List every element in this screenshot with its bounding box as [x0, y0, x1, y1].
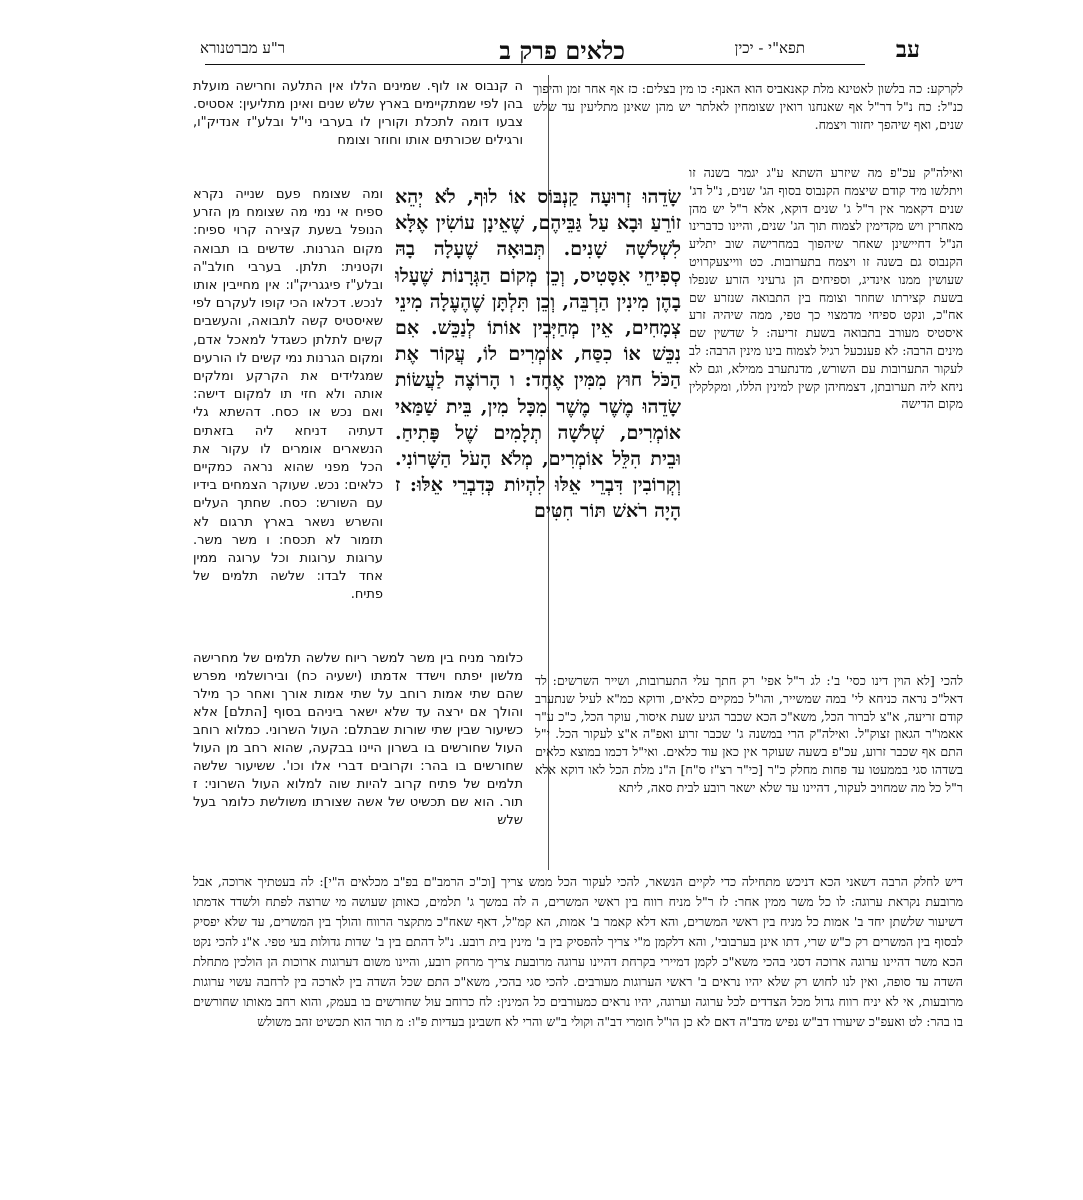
tif-top-text: לקרקע: כה בלשון לאטינא מלת קאנאביס הוא האנף: כו מין בצלים: כז אף אחר זמן והיפוך כנ"ל: כח נ"ל דר"ל אף שאנחנו רואין שצומחין לאלתר יש מהן שאינן מתליעין עד שלש שנים, ואף שיהפך יחזור ויצמח.	[533, 81, 963, 132]
header-rule	[205, 64, 865, 65]
tif-low-text: להכי [לא הוין דינו כסי' ב': לג ר"ל אפי' רק חתך עלי התערובות, ושייר השרשים: לד דאל"כ נראה כניחא לי' במה שמשייר, והו"ל כמקיים כלאים, ודוקא כמ"א לעיל שנתערב קודם זריעה, א"צ לברור הכל, משא"כ הכא שכבר הגיע שעת איסור, עוקר הכל, כ"כ ע"ר אאמו"ר הגאון זצוק"ל. ואילה"ק הרי במשנה ג' שכבר זרוע ואפ"ה א"צ לעקור הכל. י"ל התם אף שכבר זרוע, עכ"פ בשעה שעוקר אין כאן עוד כלאים. ואי"ל דכמו במוצא כלאים בשדהו סגי בממעטו עד פחות מחלק כ"ר [כי"ר רצ"ז ס"ח] ה"נ מלת הכל לאו דוקא אלא ר"ל כל מה שמחויב לעקור, דהיינו עד שלא ישאר רובע לבית סאה, ליתא	[535, 673, 963, 795]
rav-top-text: ה קנבוס או לוף. שמינים הללו אין התלעה וחרישה מועלת בהן לפי שמתקיימים בארץ שלש שנים ואינן מתליעין: אסטיס. צבעו דומה לתכלת וקורין לו בערבי ני"ל ובלע"ז אנדיק"ו, ורגילים שכורתים אותו וחוזר וצומח	[193, 79, 523, 148]
mishna-text	[395, 184, 681, 646]
bottom-text: דיש לחלק הרבה דשאני הכא דניכש מתחילה כדי לקיים הנשאר, להכי לעקור הכל ממש צריך [וכ"כ הרמב"ם בפ"ב מכלאים ה"י]: לה בעטתיך ארוכה, אבל מרובעת נקראת ערוגה: לו כל משר ממין אחר: לז ר"ל מניח רווח בין ראשי המשרים, ה לה במשך ג' תלמים, כאותן שעושה מי שרוצה לפתח ולשדד אדמתו דשיעור שלשתן יחד ב' אמות כל מניח בין ראשי המשרים, והא דלא קאמר ב' אמות, הא קמ"ל, דאף שאח"כ מתקצר הרווח והולך בין המשרים, עד שלא יפסיק לבסוף בין המשרים רק כ"ש שרי, דתו אינן בערבובי', והא דלקמן מ"י צריך להפסיק בין ב' מינין בית רובע. נ"ל דהתם בין ב' שדות גדולות בעי טפי. א"נ להכי נקט הכא משר דהיינו ערוגה ארוכה דסגי בהכי משא"כ לקמן דמיירי בקרחת דהיינו ערוגה מרובעת צריך מרחק רובע, והיינו משום דערוגות ארוכות הן הולכין מתחלת השדה עד סופה, ואין לנו לחוש רק שלא יהיו נראים ב' ראשי הערוגות מעורבים. להכי סגי בהכי, משא"כ התם שכל השדה בין לארכה בין לרחבה עשוי ערוגות מרובעות, אי לא יניח רווח גדול מכל הצדדים לכל ערוגה וערוגה, יהיו נראים כמעורבים כל המינין: לח כרוחב עול שחורשים בו בעמק, והוא רחב מאותו שחורשים בו בהר: לט ואעפ"כ שיעורו דב"ש נפיש מדב"ה דאם לא כן הו"ל חומרי דב"ה וקולי ב"ש והרי לא חשבינן בעדיות פ"ו: מ תור הוא תכשיט זהב משולש	[193, 874, 963, 1029]
bartenura-top	[193, 78, 523, 190]
rav-low-text: כלומר מניח בין משר למשר ריוח שלשה תלמים של מחרישה מלשון יפתח וישדד אדמתו (ישעיה כח) ובירושלמי מפרש שהם שתי אמות רוחב על שתי אמות אורך ואחר כך מילר והולך אם ירצה עד שלא ישאר ביניהם בסוף [התלם] אלא כשיעור שבין שתי שורות שבתלם: העול השרוני. כמלוא רוחב העול שחורשים בו בשרון היינו בבקעה, שהוא רחב מן העול שחורשים בו בהר: וקרובים דברי אלו וכו'. ששיעור שלשה תלמים של פתיח קרוב להיות שוה למלוא העול השרוני: ז תור. הוא שם תכשיט של אשה שצורתו משולשת כלומר בעל שלש	[193, 651, 523, 828]
bartenura-side	[193, 186, 383, 641]
chapter-title: כלאים פרק ב	[499, 36, 625, 65]
bottom-commentary	[193, 872, 963, 1102]
rav-side-text: ומה שצומח פעם שנייה נקרא ספיח אי נמי מה שצומח מן הזרע הנופל בשעת קצירה קרוי ספיח: מקום הגרנות. שדשים בו תבואה וקטנית: תלתן. בערבי חולב"ה ובלע"ז פיגגריק"ו: אין מחייבין אותו לנכש. דכלאו הכי קופו לעקרם לפי שאיסטיס קשה לתבואה, והעשבים קשים לתלתן כשגדל למאכל אדם, ומקום הגרנות נמי קשים לו הורעים שמגלידים את הקרקע ומלקים אותה ולא חזי תו למקום דישה: ואם נכש או כסח. דהשתא גלי דעתיה דניחא ליה בזאתים הנשארים אומרים לו עקור את הכל מפני שהוא נראה כמקיים כלאים: נכש. שעוקר הצמחים בידיו עם השורש: כסח. שחתך העלים והשרש נשאר בארץ תרגום לא תזמור לא תכסח: ו משר משר. ערוגות ערוגות וכל ערוגה ממין אחד לבדו: שלשה תלמים של פתיח.	[193, 187, 383, 603]
mishna-body: אוֹ לוּף, לֹא יְהֵא זוֹרֵעַ וּבָא עַל גַּבֵּיהֶם, שֶׁאֵינָן עוֹשִׂין אֶלָּא לִשְׁלֹשָׁה שָׁנִים. תְּבוּאָה שֶׁעָלָה בָהּ סְפִיחֵי אִסָּטִיס, וְכֵן מְקוֹם הַגְּרָנוֹת שֶׁעָלוּ בָהֶן מִינִין הַרְבֵּה, וְכֵן תִּלְתָּן שֶׁהֶעֶלָה מִינֵי צְמָחִים, אֵין מְחַיְּבִין אוֹתוֹ לְנַכֵּשׁ. אִם נִכֵּשׁ אוֹ כִסַּח, אוֹמְרִים לוֹ, עֲקוֹר אֶת הַכֹּל חוּץ מִמִּין אֶחָד: ו הָרוֹצֶה לַעֲשׂוֹת שָׂדֵהוּ מֶשֶׁר מֶשֶׁר מִכָּל מִין, בֵּית שַׁמַּאי אוֹמְרִים, שְׁלֹשָׁה תְלָמִים שֶׁל פָּתִיחַ. וּבֵית הִלֵּל אוֹמְרִים, מְלֹא הָעֹל הַשָּׁרוֹנִי. וְקְרוֹבִין דִּבְרֵי אֵלּוּ לִהְיוֹת כְּדִבְרֵי אֵלּוּ: ז הָיָה רֹאשׁ תּוֹר חִטִּים	[395, 186, 681, 523]
tif-commentary-lower	[535, 672, 963, 870]
tif-mid-text: ואילה"ק עכ"פ מה שיזרע השתא ע"ג יגמר בשנה זו ויתלשו מיד קודם שיצמח הקנבוס בסוף הג' שנים, נ"ל דג' שנים דקאמר אין ר"ל ג' שנים דוקא, אלא ר"ל יש מהן מאחרין ויש מקדימין לצמוח תוך הג' שנים, והיינו כדברינו הנ"ל דחיישינן שאחר שיהפוך במחרישה שוב יתליע הקנבוס גם בשנה זו ויצמח בתערובות. כט ווייצעקרויט שעושין ממנו אינדיג, וספיחים הן גרעיני הזרע שנפלו בשעת קצירתו שחוזר וצומח בין התבואה שנזרע שם אח"כ, ונקט ספיחי מדמצוי כך טפי, ממה שיהיה זרע איסטיס מעורב בתבואה בשעת זריעה: ל שדשין שם מינים הרבה: לא פענכעל רגיל לצמוח בינו מינין הרבה: לב לעקור התערובות עם השורש, מדנתערב ממילא, וגם לא ניחא ליה תערובתן, דצמחיהן קשין למינין הללו, ומקלקלין מקום הדישה	[689, 165, 963, 412]
tif-commentary-side	[689, 164, 963, 672]
bartenura-lower	[193, 650, 523, 868]
mishna-opening: שָׂדֵהוּ זְרוּעָה קַנְבּוֹס	[537, 186, 681, 208]
page-number: עב	[895, 36, 920, 63]
rav-label: ר"ע מברטנורא	[200, 39, 286, 57]
running-header	[200, 36, 920, 65]
tif-label: תפא"י - יכין	[734, 39, 805, 57]
